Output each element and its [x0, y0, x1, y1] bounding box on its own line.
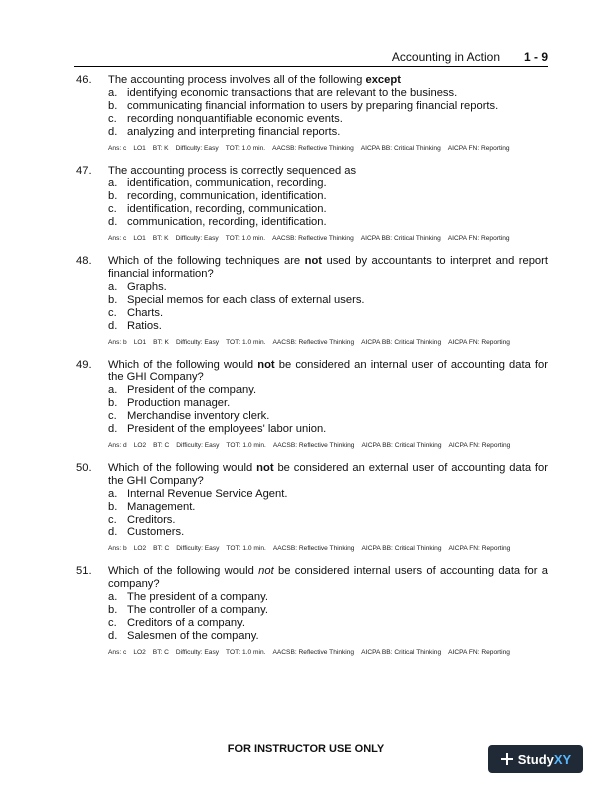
- metadata-field: AICPA FN: Reporting: [448, 545, 511, 553]
- answer-options: [108, 281, 548, 333]
- metadata-field: AICPA FN: Reporting: [448, 441, 511, 449]
- question-text-part: be considered an external user of accounting data for the GHI Company?: [108, 461, 548, 487]
- answer-option: [108, 526, 548, 539]
- question-text-part: The accounting process is correctly sequenced as: [108, 164, 357, 177]
- option-letter: c.: [108, 203, 117, 216]
- question-text-part: used by accountants to interpret and report financial information?: [108, 255, 548, 280]
- option-text: Customers.: [127, 526, 185, 539]
- answer-option: [108, 423, 548, 436]
- question-text-part: Which of the following would: [108, 565, 259, 578]
- option-letter: b.: [108, 604, 118, 617]
- option-letter: c.: [108, 513, 117, 526]
- answer-options: [108, 591, 548, 643]
- option-letter: c.: [108, 617, 117, 629]
- option-letter: c.: [108, 112, 117, 125]
- question-stem: [76, 462, 548, 488]
- option-text: Special memos for each class of external users.: [127, 293, 365, 306]
- metadata-field: LO2: [133, 648, 146, 656]
- option-letter: d.: [108, 216, 118, 229]
- answer-option: [108, 177, 548, 190]
- question-number: 51.: [76, 565, 92, 578]
- watermark-prefix: Study: [517, 751, 554, 767]
- option-letter: a.: [108, 487, 118, 500]
- metadata-field: Ans: b: [108, 338, 127, 346]
- answer-option: [108, 397, 548, 410]
- page-header: [74, 48, 548, 67]
- question-item: [76, 165, 548, 243]
- question-item: [76, 359, 548, 449]
- metadata-field: BT: C: [152, 648, 169, 656]
- question-text: [108, 255, 548, 281]
- answer-option: [108, 630, 548, 643]
- question-number: 49.: [76, 358, 92, 371]
- metadata-field: LO1: [133, 235, 146, 243]
- option-text: identifying economic transactions that are relevant to the business.: [127, 86, 458, 99]
- metadata-field: Difficulty: Easy: [175, 144, 219, 152]
- question-stem: [76, 255, 548, 281]
- option-text: Ratios.: [127, 319, 162, 332]
- option-letter: b.: [108, 99, 118, 112]
- answer-option: [108, 216, 548, 229]
- answer-options: [108, 87, 548, 139]
- metadata-field: TOT: 1.0 min.: [226, 441, 266, 449]
- option-text: identification, recording, communication.: [127, 203, 327, 216]
- question-text: [108, 165, 548, 178]
- metadata-field: BT: K: [153, 338, 169, 346]
- question-text-part: except: [365, 74, 401, 86]
- option-text: communication, recording, identification.: [127, 216, 327, 229]
- question-item: [76, 462, 548, 552]
- studyxy-watermark: [488, 745, 583, 773]
- metadata-field: TOT: 1.0 min.: [225, 235, 266, 243]
- option-letter: b.: [108, 293, 118, 306]
- metadata-field: AACSB: Reflective Thinking: [272, 338, 355, 346]
- answer-metadata: [108, 442, 548, 449]
- option-letter: a.: [108, 280, 118, 293]
- question-stem: [76, 565, 548, 591]
- answer-options: [108, 177, 548, 229]
- metadata-field: AACSB: Reflective Thinking: [272, 545, 355, 553]
- question-text-part: not: [304, 255, 323, 268]
- answer-option: [108, 410, 548, 423]
- page-number: 1 - 9: [523, 50, 548, 64]
- answer-option: [108, 591, 548, 604]
- answer-option: [108, 320, 548, 333]
- metadata-field: AACSB: Reflective Thinking: [272, 648, 355, 656]
- metadata-field: BT: K: [152, 235, 169, 243]
- question-number: 46.: [76, 74, 92, 86]
- metadata-field: AACSB: Reflective Thinking: [272, 441, 355, 449]
- option-text: President of the employees' labor union.: [127, 423, 327, 436]
- question-text-part: be considered an internal user of accounting data for the GHI Company?: [108, 358, 548, 384]
- option-text: Salesmen of the company.: [127, 629, 259, 642]
- answer-option: [108, 281, 548, 294]
- option-text: Creditors of a company.: [127, 617, 245, 629]
- metadata-field: AICPA FN: Reporting: [448, 648, 510, 656]
- answer-option: [108, 294, 548, 307]
- metadata-field: Difficulty: Easy: [175, 338, 220, 346]
- answer-option: [108, 384, 548, 397]
- answer-metadata: [108, 145, 548, 152]
- metadata-field: AACSB: Reflective Thinking: [272, 144, 354, 152]
- option-text: Merchandise inventory clerk.: [127, 410, 270, 423]
- answer-option: [108, 100, 548, 113]
- answer-metadata: [108, 339, 548, 346]
- answer-option: [108, 514, 548, 527]
- question-stem: [76, 165, 548, 178]
- option-letter: c.: [108, 306, 117, 319]
- option-letter: a.: [108, 86, 118, 99]
- option-letter: b.: [108, 500, 118, 513]
- option-text: recording, communication, identification.: [127, 190, 327, 203]
- question-text: [108, 74, 548, 87]
- metadata-field: BT: C: [153, 545, 170, 553]
- question-number: 48.: [76, 255, 92, 268]
- question-text-part: be considered internal users of accounting data for a company?: [108, 565, 548, 591]
- question-text: [108, 359, 548, 385]
- metadata-field: LO1: [133, 144, 146, 152]
- metadata-field: Difficulty: Easy: [176, 441, 220, 449]
- question-text-part: not: [258, 565, 274, 578]
- question-item: [76, 255, 548, 345]
- metadata-field: TOT: 1.0 min.: [226, 338, 266, 346]
- option-text: Creditors.: [127, 513, 176, 526]
- metadata-field: Difficulty: Easy: [175, 235, 219, 243]
- question-text-part: not: [256, 461, 274, 474]
- metadata-field: Difficulty: Easy: [176, 545, 220, 553]
- option-text: analyzing and interpreting financial reports.: [127, 125, 341, 138]
- answer-option: [108, 604, 548, 617]
- question-text: [108, 462, 548, 488]
- option-letter: d.: [108, 629, 118, 642]
- metadata-field: AICPA BB: Critical Thinking: [360, 235, 441, 243]
- option-text: communicating financial information to users by preparing financial reports.: [127, 99, 499, 112]
- option-text: The controller of a company.: [127, 604, 268, 617]
- metadata-field: BT: C: [153, 441, 170, 449]
- metadata-field: AICPA BB: Critical Thinking: [361, 338, 442, 346]
- question-text-part: not: [257, 358, 275, 371]
- answer-metadata: [108, 235, 548, 242]
- option-letter: d.: [108, 319, 118, 332]
- option-letter: c.: [108, 410, 117, 423]
- option-letter: b.: [108, 397, 118, 410]
- option-text: President of the company.: [127, 384, 257, 397]
- question-stem: [76, 359, 548, 385]
- answer-metadata: [108, 649, 548, 656]
- answer-option: [108, 307, 548, 320]
- metadata-field: Ans: c: [108, 648, 127, 656]
- option-text: Management.: [127, 500, 196, 513]
- watermark-suffix: XY: [553, 751, 572, 767]
- metadata-field: TOT: 1.0 min.: [226, 648, 266, 656]
- metadata-field: AICPA BB: Critical Thinking: [361, 545, 442, 553]
- question-item: [76, 565, 548, 655]
- header-title: Accounting in Action: [391, 50, 500, 64]
- metadata-field: AICPA FN: Reporting: [448, 338, 510, 346]
- option-text: identification, communication, recording.: [127, 177, 327, 190]
- answer-options: [108, 488, 548, 540]
- question-item: [76, 74, 548, 152]
- metadata-field: LO2: [133, 441, 147, 449]
- question-stem: [76, 74, 548, 87]
- answer-option: [108, 203, 548, 216]
- option-letter: d.: [108, 526, 118, 539]
- footer-notice: FOR INSTRUCTOR USE ONLY: [227, 743, 385, 755]
- metadata-field: BT: K: [152, 144, 169, 152]
- answer-option: [108, 488, 548, 501]
- option-text: Internal Revenue Service Agent.: [127, 487, 288, 500]
- question-text-part: Which of the following would: [108, 358, 258, 371]
- answer-option: [108, 113, 548, 126]
- answer-option: [108, 87, 548, 100]
- option-letter: b.: [108, 190, 118, 203]
- metadata-field: AICPA FN: Reporting: [447, 144, 510, 152]
- question-text: [108, 565, 548, 591]
- question-text-part: The accounting process involves all of the following: [108, 74, 366, 86]
- option-text: recording nonquantifiable economic events.: [127, 112, 343, 125]
- metadata-field: Ans: c: [108, 235, 127, 243]
- metadata-field: AICPA BB: Critical Thinking: [361, 648, 442, 656]
- metadata-field: AICPA FN: Reporting: [447, 235, 510, 243]
- option-letter: a.: [108, 591, 118, 604]
- option-text: Graphs.: [127, 280, 167, 293]
- metadata-field: AICPA BB: Critical Thinking: [361, 441, 442, 449]
- metadata-field: Ans: c: [108, 144, 127, 152]
- plus-icon: [500, 752, 514, 766]
- metadata-field: TOT: 1.0 min.: [226, 545, 266, 553]
- metadata-field: LO1: [133, 338, 147, 346]
- metadata-field: AICPA BB: Critical Thinking: [360, 144, 441, 152]
- question-number: 50.: [76, 461, 92, 474]
- answer-option: [108, 617, 548, 630]
- option-letter: a.: [108, 384, 118, 397]
- answer-options: [108, 384, 548, 436]
- answer-metadata: [108, 545, 548, 552]
- metadata-field: AACSB: Reflective Thinking: [272, 235, 354, 243]
- answer-option: [108, 190, 548, 203]
- question-list: [76, 74, 548, 669]
- option-letter: a.: [108, 177, 118, 190]
- option-letter: d.: [108, 423, 118, 436]
- option-text: Production manager.: [127, 397, 231, 410]
- question-number: 47.: [76, 164, 92, 177]
- option-letter: d.: [108, 125, 118, 138]
- metadata-field: LO2: [133, 545, 147, 553]
- option-text: The president of a company.: [127, 591, 268, 604]
- option-text: Charts.: [127, 306, 164, 319]
- answer-option: [108, 501, 548, 514]
- question-text-part: Which of the following would: [108, 461, 257, 474]
- metadata-field: Ans: b: [108, 545, 127, 553]
- question-text-part: Which of the following techniques are: [108, 255, 305, 268]
- metadata-field: TOT: 1.0 min.: [225, 144, 266, 152]
- answer-option: [108, 126, 548, 139]
- metadata-field: Ans: d: [108, 441, 127, 449]
- metadata-field: Difficulty: Easy: [175, 648, 220, 656]
